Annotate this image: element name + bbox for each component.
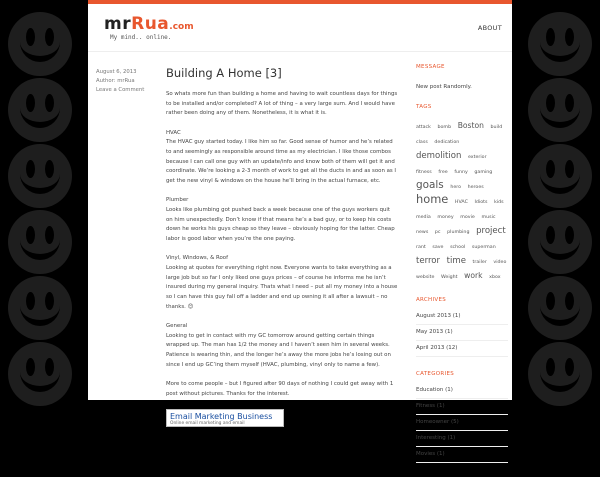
post-paragraph: Vinyl, Windows, & Roof Looking at quotes for everything right now. Everyone wants to take everything as a large job but so far I only liked one guys prices – of course he informs me he isn’t insured during my general inquiry. Thats what I need – put all my money into a house so I can have this guy fall off a ladder and end up owning it all after a lawsuit – no thanks. 😊 (166, 255, 398, 310)
tag-link[interactable]: goals (416, 179, 444, 191)
tag-link[interactable]: website (416, 275, 435, 280)
logo-text: mrRua (104, 14, 170, 34)
smiley-icon (8, 144, 72, 208)
category-item[interactable]: Movies (1) (416, 447, 508, 463)
tag-link[interactable]: music (481, 215, 496, 220)
tag-link[interactable]: gaming (474, 170, 493, 175)
ad-title[interactable]: Email Marketing Business (170, 411, 273, 421)
tag-link[interactable]: funny (454, 170, 468, 175)
tag-link[interactable]: bomb (437, 125, 452, 130)
archive-item[interactable]: April 2013 (12) (416, 341, 508, 357)
tag-link[interactable]: attack (416, 125, 431, 130)
smiley-icon (528, 78, 592, 142)
smiley-icon (528, 276, 592, 340)
tag-link[interactable]: rant (416, 245, 426, 250)
tag-link[interactable]: trailer (472, 260, 487, 265)
post-date[interactable]: August 6, 2013 (96, 69, 137, 75)
category-item[interactable]: Homeowner (5) (416, 415, 508, 431)
tag-link[interactable]: media (416, 215, 431, 220)
tag-cloud (416, 118, 508, 283)
tag-link[interactable]: hero (450, 185, 462, 190)
nav-about-link[interactable]: ABOUT (477, 24, 502, 32)
tags-widget (416, 104, 508, 283)
tag-link[interactable]: dedication (434, 140, 460, 145)
tag-link[interactable]: HVAC (454, 200, 468, 205)
post-paragraph: So whats more fun than building a home and having to wait countless days for things to be installed and/or completed? A lot of thing – a very large sum. And I would have rather been doing any of them. Nonetheless, it is what it is. (166, 91, 398, 117)
widget-title-tags: TAGS (416, 104, 432, 110)
leave-comment-link[interactable]: Leave a Comment (96, 87, 145, 93)
post-title[interactable]: Building A Home [3] (166, 66, 282, 80)
page-container (88, 0, 512, 457)
archive-item[interactable]: May 2013 (1) (416, 325, 508, 341)
category-item[interactable]: Fitness (1) (416, 399, 508, 415)
post-body (166, 90, 398, 399)
category-item[interactable]: Interesting (1) (416, 431, 508, 447)
message-widget (416, 64, 508, 90)
post-paragraph: General Looking to get in contact with my GC tomorrow around getting certain things wrapped up. The man has 1/2 the money and I haven’t seen him in several weeks. Patience is wearing thin, and the longer he’s away the more jobs he’s losing out on since I end up GC’ing them myself (HVAC, plumbing, vinyl only to name a few). (166, 323, 391, 368)
tag-link[interactable]: kids (494, 200, 504, 205)
post-author[interactable]: Author: mrRua (96, 78, 135, 84)
tag-link[interactable]: terror (416, 256, 441, 266)
smiley-icon (8, 210, 72, 274)
tag-link[interactable]: save (432, 245, 444, 250)
archive-item[interactable]: August 2013 (1) (416, 309, 508, 325)
sidebar (416, 64, 508, 477)
tag-link[interactable]: movie (460, 215, 475, 220)
tag-link[interactable]: project (476, 226, 506, 236)
logo-tld: .com (169, 22, 194, 32)
tag-link[interactable]: exterior (467, 155, 487, 160)
ad-banner[interactable] (166, 409, 284, 427)
tag-link[interactable]: Idiots (474, 200, 488, 205)
tag-link[interactable]: build (490, 125, 503, 130)
post-meta (96, 68, 144, 95)
tag-link[interactable]: demolition (416, 151, 462, 161)
categories-list (416, 383, 508, 463)
tag-link[interactable]: class (416, 140, 428, 145)
post-paragraph: HVAC The HVAC guy started today. I like him so far. Good sense of humor and he’s related to and seemingly as responsible around time as my electrician. I like those combos because I can call one guy with an update/info and know both of them will get it and coordinate. We’re looking a 2-3 month of work to get all the ducts in and as soon as I get the new vinyl & windows on the house he’ll bring in the actual furnace, etc. (166, 129, 396, 185)
smiley-icon (528, 144, 592, 208)
categories-widget (416, 371, 508, 463)
archives-list (416, 309, 508, 357)
tag-link[interactable]: work (464, 271, 483, 280)
tag-link[interactable]: xbox (489, 275, 501, 280)
widget-title-categories: CATEGORIES (416, 371, 455, 377)
tag-link[interactable]: pc (434, 230, 441, 235)
site-logo[interactable] (104, 14, 194, 41)
header-divider (88, 51, 512, 52)
tag-link[interactable]: video (493, 260, 507, 265)
smiley-icon (8, 342, 72, 406)
tag-link[interactable]: fitness (416, 170, 432, 175)
tag-link[interactable]: plumbing (447, 230, 470, 235)
tag-link[interactable]: Weight (441, 275, 458, 280)
widget-title-archives: ARCHIVES (416, 297, 447, 303)
smiley-icon (528, 342, 592, 406)
tag-link[interactable]: news (416, 230, 429, 235)
post-paragraph: Plumber Looks like plumbing got pushed back a week because one of the guys workers quit on him unexpectedly. Don’t know if that means he’s a bad guy, or to keep his costs down he works his guys cheap so they leave – obviously hoping for the latter. Cheap labor is good labor when you’re the one paying. (166, 197, 395, 243)
category-item[interactable]: Education (1) (416, 383, 508, 399)
tag-link[interactable]: Boston (457, 121, 484, 130)
post-article (166, 66, 398, 427)
smiley-icon (8, 12, 72, 76)
tag-link[interactable]: heroes (467, 185, 484, 190)
tag-link[interactable]: free (438, 170, 448, 175)
tag-link[interactable]: money (437, 215, 454, 220)
smiley-icon (528, 210, 592, 274)
smiley-icon (8, 276, 72, 340)
archives-widget (416, 297, 508, 357)
tag-link[interactable]: superman (471, 245, 496, 250)
smiley-icon (8, 78, 72, 142)
ad-subtitle: Online email marketing and email (170, 420, 245, 426)
site-tagline: My mind.. online. (110, 34, 172, 41)
widget-title-message: MESSAGE (416, 64, 445, 70)
tag-link[interactable]: home (416, 192, 449, 206)
tag-link[interactable]: school (450, 245, 466, 250)
smiley-icon (528, 12, 592, 76)
post-paragraph: More to come people – but I figured after 90 days of nothing I could get away with 1 post without pictures. Thanks for the interest. (166, 381, 394, 397)
message-text: New post Randomly. (416, 84, 472, 90)
tag-link[interactable]: time (446, 256, 466, 266)
